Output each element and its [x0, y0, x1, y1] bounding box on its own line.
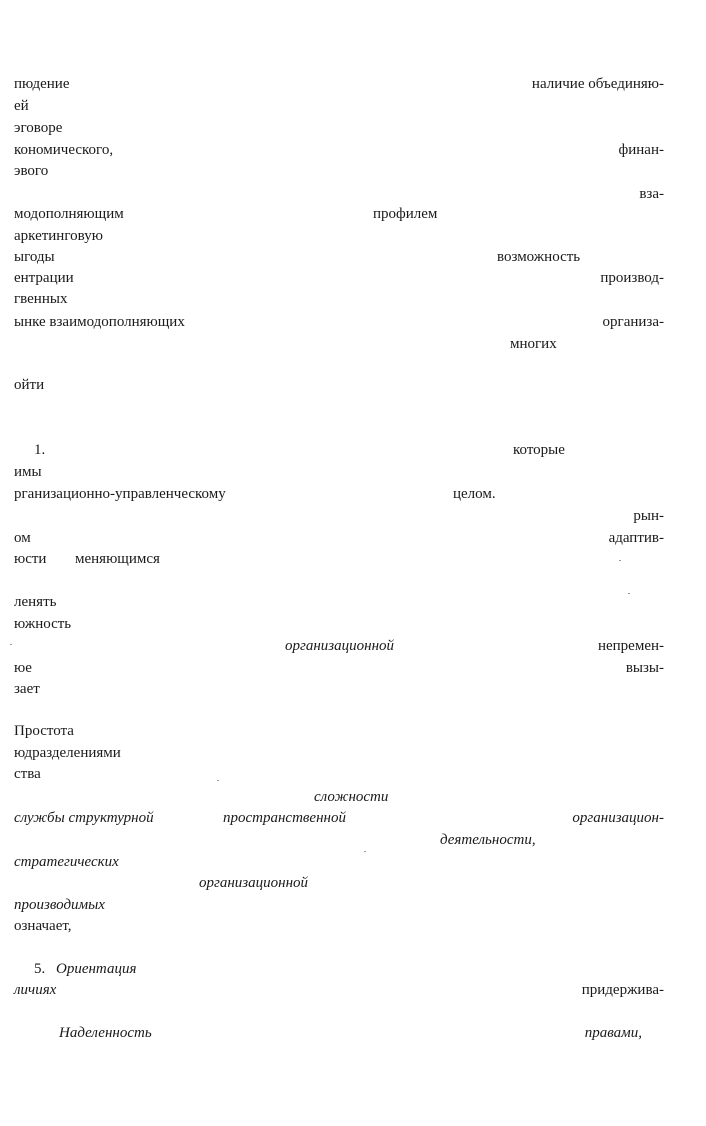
text-fragment: меняющимся — [75, 551, 160, 567]
text-fragment: наличие объединяю- — [531, 76, 664, 92]
text-fragment: юе — [14, 660, 32, 676]
text-fragment: рын- — [633, 508, 664, 524]
text-fragment: рганизационно-управленческому — [14, 486, 226, 502]
text-fragment: организацион- — [572, 810, 664, 826]
text-fragment: 5. — [34, 961, 46, 977]
text-fragment: Наделенность — [59, 1025, 152, 1041]
scan-speck — [628, 593, 630, 594]
text-fragment: целом. — [453, 486, 496, 502]
text-fragment: юсти — [14, 551, 47, 567]
text-fragment: аркетинговую — [14, 228, 103, 244]
text-fragment: модополняющим — [14, 206, 124, 222]
text-fragment: ойти — [14, 377, 45, 393]
text-fragment: имы — [14, 464, 42, 480]
text-fragment: которые — [513, 442, 565, 458]
text-fragment: ства — [14, 766, 41, 782]
text-fragment: южность — [14, 616, 72, 632]
text-fragment: непремен- — [597, 638, 664, 654]
text-fragment: Простота — [14, 723, 74, 739]
text-fragment: ынке взаимодополняющих — [14, 314, 185, 330]
scan-speck — [10, 644, 12, 645]
text-fragment: ом — [14, 530, 31, 546]
text-fragment: вза- — [639, 186, 664, 202]
text-fragment: пространственной — [223, 810, 346, 826]
scan-speck — [364, 851, 366, 852]
text-fragment: ей — [14, 98, 29, 114]
text-fragment: эвого — [14, 163, 49, 179]
text-fragment: ленять — [14, 594, 57, 610]
text-fragment: гвенных — [14, 291, 68, 307]
text-fragment: организационной — [285, 638, 395, 654]
text-fragment: возможность — [497, 249, 581, 265]
scan-speck — [619, 560, 621, 561]
text-fragment: адаптив- — [608, 530, 664, 546]
text-fragment: кономического, — [14, 142, 114, 158]
text-fragment: Ориентация — [56, 961, 137, 977]
text-fragment: означает, — [14, 918, 72, 934]
text-fragment: 1. — [34, 442, 46, 458]
text-fragment: юдразделениями — [14, 745, 121, 761]
text-fragment: пюдение — [14, 76, 70, 92]
text-fragment: эговоре — [14, 120, 63, 136]
text-fragment: производимых — [14, 897, 105, 913]
text-fragment: организационной — [199, 875, 309, 891]
text-fragment: придержива- — [581, 982, 664, 998]
text-fragment: организа- — [602, 314, 664, 330]
text-fragment: ыгоды — [14, 249, 55, 265]
text-fragment: многих — [510, 336, 557, 352]
text-fragment: вызы- — [625, 660, 664, 676]
text-fragment: производ- — [600, 270, 664, 286]
text-fragment: личиях — [14, 982, 57, 998]
text-fragment: профилем — [373, 206, 438, 222]
text-fragment: службы структурной — [14, 810, 154, 826]
text-fragment: деятельности, — [440, 832, 536, 848]
text-fragment: ентрации — [14, 270, 74, 286]
text-fragment: финан- — [618, 142, 664, 158]
text-fragment: правами, — [584, 1025, 642, 1041]
scan-speck — [217, 780, 219, 781]
text-fragment: стратегических — [14, 854, 119, 870]
text-fragment: зает — [14, 681, 40, 697]
text-fragment: сложности — [314, 789, 389, 805]
